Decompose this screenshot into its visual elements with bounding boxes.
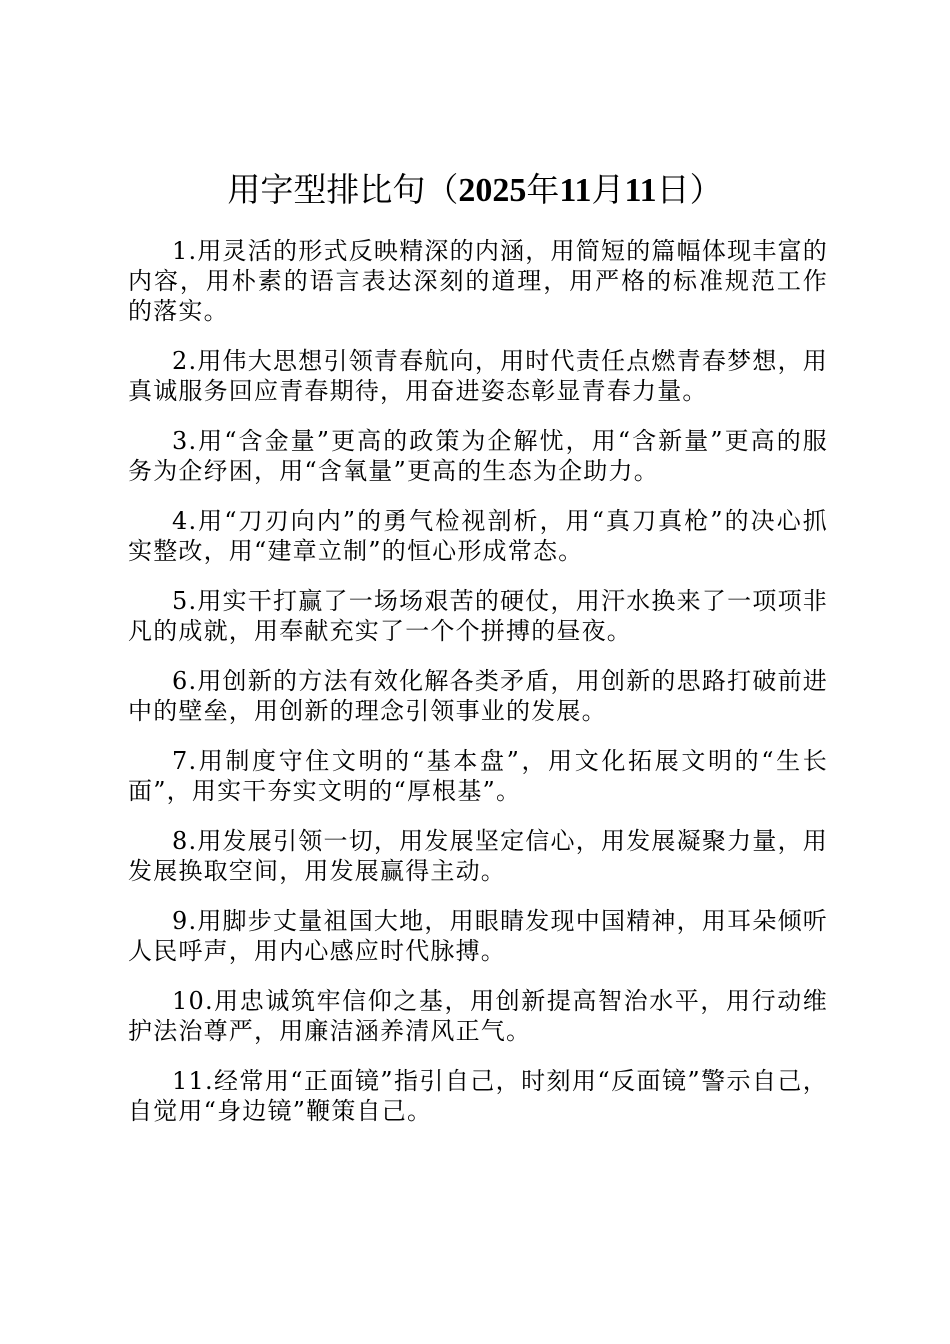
title-year: 2025: [458, 172, 527, 209]
paragraph-6: 6.用创新的方法有效化解各类矛盾，用创新的思路打破前进中的壁垒，用创新的理念引领事业的发展。: [128, 667, 828, 725]
paragraph-3: 3.用“含金量”更高的政策为企解忧，用“含新量”更高的服务为企纾困，用“含氧量”更高的生态为企助力。: [128, 427, 828, 485]
paragraph-4: 4.用“刀刃向内”的勇气检视剖析，用“真刀真枪”的决心抓实整改，用“建章立制”的恒心形成常态。: [128, 507, 828, 565]
paragraph-2: 2.用伟大思想引领青春航向，用时代责任点燃青春梦想，用真诚服务回应青春期待，用奋进姿态彰显青春力量。: [128, 347, 828, 405]
paragraph-8: 8.用发展引领一切，用发展坚定信心，用发展凝聚力量，用发展换取空间，用发展赢得主动。: [128, 827, 828, 885]
title-month: 11: [559, 172, 592, 209]
paragraph-11: 11.经常用“正面镜”指引自己，时刻用“反面镜”警示自己，自觉用“身边镜”鞭策自己。: [128, 1067, 828, 1125]
paragraph-7: 7.用制度守住文明的“基本盘”，用文化拓展文明的“生长面”，用实干夯实文明的“厚根基”。: [128, 747, 828, 805]
paragraph-9: 9.用脚步丈量祖国大地，用眼睛发现中国精神，用耳朵倾听人民呼声，用内心感应时代脉搏。: [128, 907, 828, 965]
title-month-suffix: 月: [591, 170, 625, 209]
title-day-suffix: 日）: [656, 170, 723, 209]
paragraph-10: 10.用忠诚筑牢信仰之基，用创新提高智治水平，用行动维护法治尊严，用廉洁涵养清风正气。: [128, 987, 828, 1045]
paragraph-1: 1.用灵活的形式反映精深的内涵，用简短的篇幅体现丰富的内容，用朴素的语言表达深刻的道理，用严格的标准规范工作的落实。: [128, 237, 828, 325]
paragraph-5: 5.用实干打赢了一场场艰苦的硬仗，用汗水换来了一项项非凡的成就，用奉献充实了一个个拼搏的昼夜。: [128, 587, 828, 645]
document-title: [0, 168, 950, 213]
title-year-suffix: 年: [526, 170, 560, 209]
document-body: [128, 236, 828, 1146]
title-day: 11: [624, 172, 657, 209]
title-prefix: 用字型排比句（: [227, 170, 459, 209]
